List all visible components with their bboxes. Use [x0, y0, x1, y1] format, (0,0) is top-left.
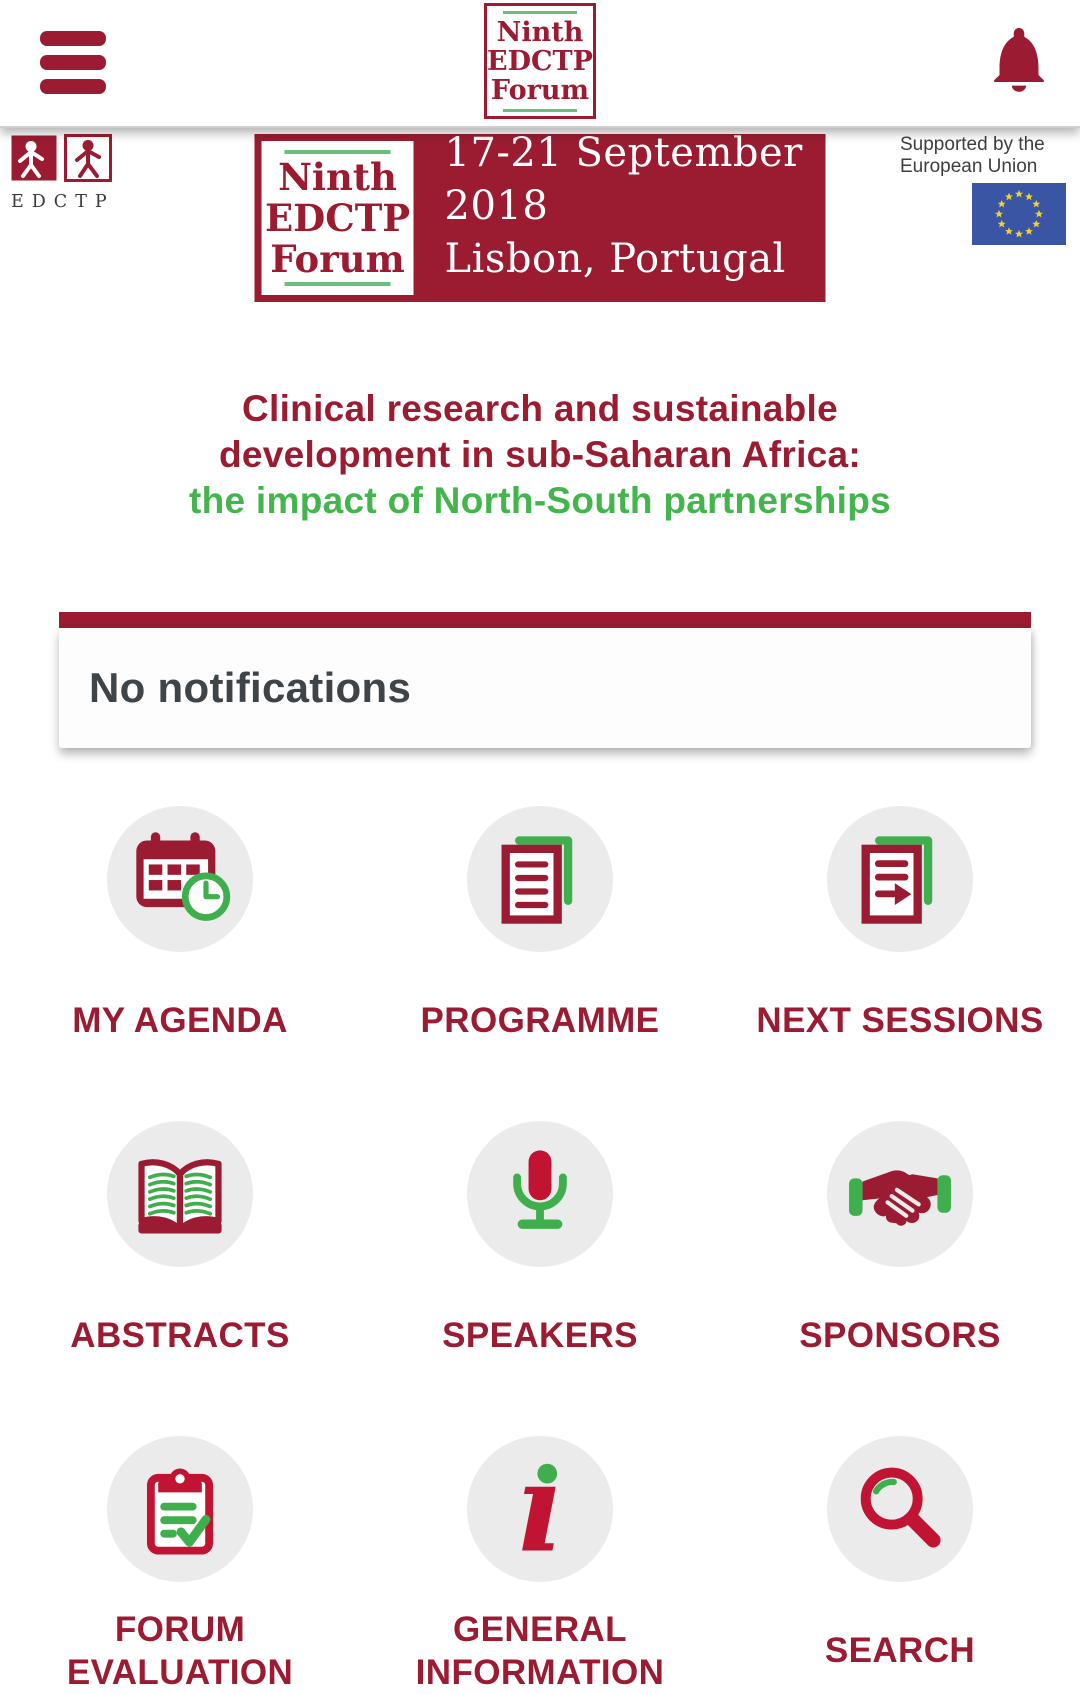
- home-menu-grid: [0, 748, 1080, 1693]
- open-book-icon: [107, 1121, 253, 1267]
- banner-location: Lisbon, Portugal: [444, 236, 786, 282]
- logo-line: Ninth: [496, 16, 584, 48]
- calendar-clock-icon: [107, 806, 253, 952]
- menu-item-forum-evaluation[interactable]: [0, 1378, 360, 1693]
- banner-logo-line: EDCTP: [264, 195, 411, 240]
- logo-green-rule: [503, 109, 577, 112]
- document-icon: [467, 806, 613, 952]
- menu-item-sponsors[interactable]: [720, 1063, 1080, 1378]
- forum-banner: [255, 130, 826, 302]
- microphone-icon: [467, 1121, 613, 1267]
- edctp-logo: [10, 134, 114, 217]
- eu-support-block: [900, 134, 1072, 245]
- banner-date-panel: [421, 130, 826, 302]
- logo-line: EDCTP: [487, 45, 593, 77]
- logo-green-rule: [503, 11, 577, 14]
- menu-item-label: SPONSORS: [799, 1316, 1001, 1355]
- app-header: [0, 0, 1080, 128]
- handshake-icon: [827, 1121, 973, 1267]
- eu-flag-icon: [972, 183, 1066, 245]
- menu-item-my-agenda[interactable]: [0, 748, 360, 1063]
- search-icon: [827, 1436, 973, 1582]
- conference-tagline: [0, 386, 1080, 524]
- menu-item-label: SEARCH: [824, 1631, 976, 1670]
- menu-item-label: SPEAKERS: [442, 1316, 638, 1355]
- tagline-line: Clinical research and sustainable: [242, 388, 838, 429]
- tagline-line: the impact of North-South partnerships: [188, 480, 892, 521]
- banner-logo-line: Ninth: [278, 154, 397, 199]
- menu-item-speakers[interactable]: [360, 1063, 720, 1378]
- menu-item-label: FORUM EVALUATION: [66, 1610, 294, 1692]
- menu-item-search[interactable]: [720, 1378, 1080, 1693]
- notifications-message: No notifications: [89, 664, 412, 711]
- tagline-line: development in sub-Saharan Africa:: [218, 434, 862, 475]
- banner-date: 17-21 September 2018: [444, 130, 803, 229]
- menu-item-label: MY AGENDA: [72, 1001, 288, 1040]
- banner-logo-panel: [255, 134, 421, 302]
- notifications-bell-icon[interactable]: [988, 22, 1050, 96]
- menu-item-programme[interactable]: [360, 748, 720, 1063]
- menu-item-label: PROGRAMME: [420, 1001, 660, 1040]
- menu-item-abstracts[interactable]: [0, 1063, 360, 1378]
- edctp-logo-label: EDCTP: [11, 192, 114, 212]
- logo-line: Forum: [490, 74, 590, 106]
- info-icon: [467, 1436, 613, 1582]
- forum-logo-badge: [484, 3, 596, 119]
- banner-green-rule: [285, 282, 391, 286]
- menu-item-label: NEXT SESSIONS: [756, 1001, 1044, 1040]
- hamburger-menu-icon[interactable]: [40, 31, 106, 103]
- menu-item-general-information[interactable]: [360, 1378, 720, 1693]
- document-arrow-icon: [827, 806, 973, 952]
- menu-item-label: ABSTRACTS: [70, 1316, 290, 1355]
- notifications-card-accent: [59, 612, 1031, 628]
- clipboard-check-icon: [107, 1436, 253, 1582]
- notifications-card: [59, 612, 1031, 748]
- menu-item-label: GENERAL INFORMATION: [415, 1610, 665, 1692]
- banner-green-rule: [285, 150, 391, 154]
- banner-row: [0, 130, 1080, 306]
- eu-support-text: Supported by the European Union: [900, 134, 1045, 177]
- banner-logo-line: Forum: [270, 236, 405, 281]
- menu-item-next-sessions[interactable]: [720, 748, 1080, 1063]
